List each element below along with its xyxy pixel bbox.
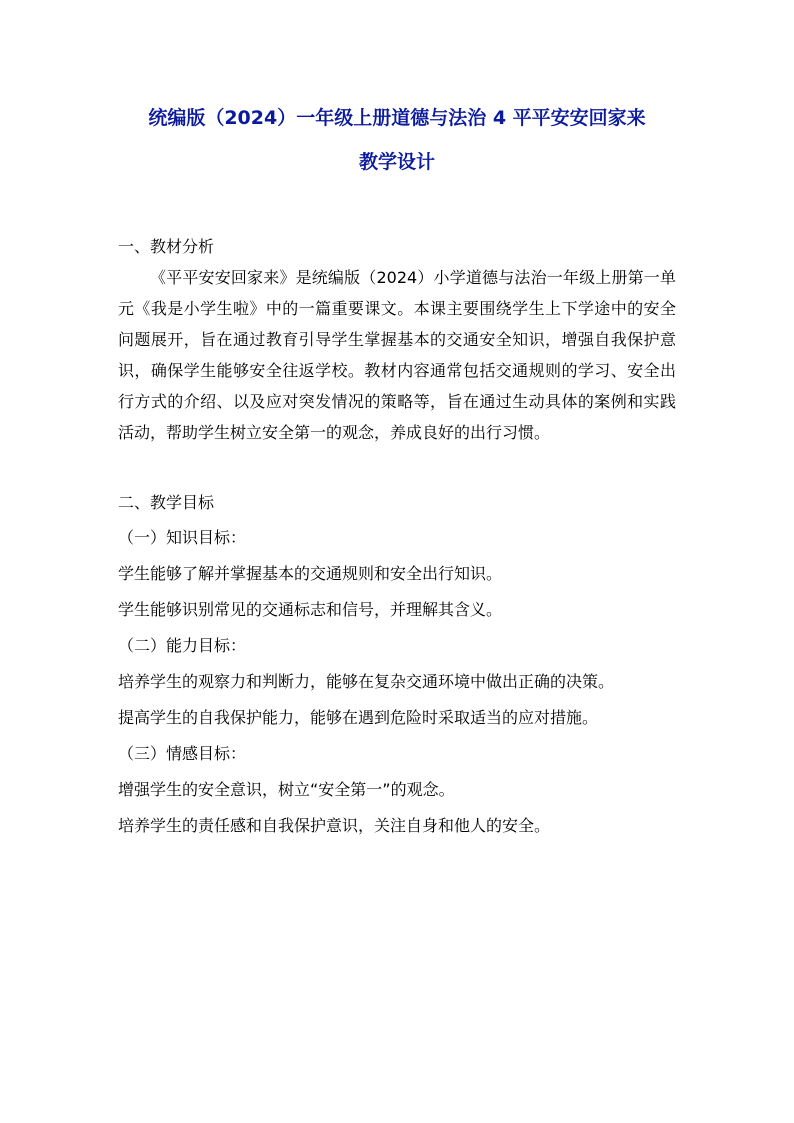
section-teaching-objectives	[118, 487, 676, 841]
title-line-1: 统编版（2024）一年级上册道德与法治 4 平平安安回家来	[148, 107, 646, 129]
ability-objective-item: 培养学生的观察力和判断力，能够在复杂交通环境中做出正确的决策。	[118, 672, 615, 691]
textbook-analysis-paragraph: 《平平安安回家来》是统编版（2024）小学道德与法治一年级上册第一单元《我是小学生啦》中的一篇重要课文。本课主要围绕学生上下学途中的安全问题展开，旨在通过教育引导学生掌握基本的交通安全知识，增强自我保护意识，确保学生能够安全往返学校。教材内容通常包括交通规则的学习、安全出行方式的介绍、以及应对突发情况的策略等，旨在通过生动具体的案例和实践活动，帮助学生树立安全第一的观念，养成良好的出行习惯。	[118, 268, 676, 442]
knowledge-objective-item: 学生能够了解并掌握基本的交通规则和安全出行知识。	[118, 564, 503, 583]
subheading-emotion-objectives: （三）情感目标：	[118, 744, 247, 763]
emotion-objective-item: 增强学生的安全意识，树立“安全第一”的观念。	[118, 780, 455, 799]
subheading-knowledge-objectives: （一）知识目标：	[118, 528, 247, 547]
document-title	[118, 96, 676, 184]
subheading-ability-objectives: （二）能力目标：	[118, 636, 247, 655]
knowledge-objective-item: 学生能够识别常见的交通标志和信号，并理解其含义。	[118, 600, 503, 619]
emotion-objective-item: 培养学生的责任感和自我保护意识，关注自身和他人的安全。	[118, 816, 551, 835]
section-textbook-analysis	[118, 231, 676, 448]
section-heading-teaching-objectives: 二、教学目标	[118, 493, 215, 512]
ability-objective-item: 提高学生的自我保护能力，能够在遇到危险时采取适当的应对措施。	[118, 708, 599, 727]
title-line-2: 教学设计	[358, 151, 435, 173]
section-heading-textbook-analysis: 一、教材分析	[118, 237, 215, 256]
